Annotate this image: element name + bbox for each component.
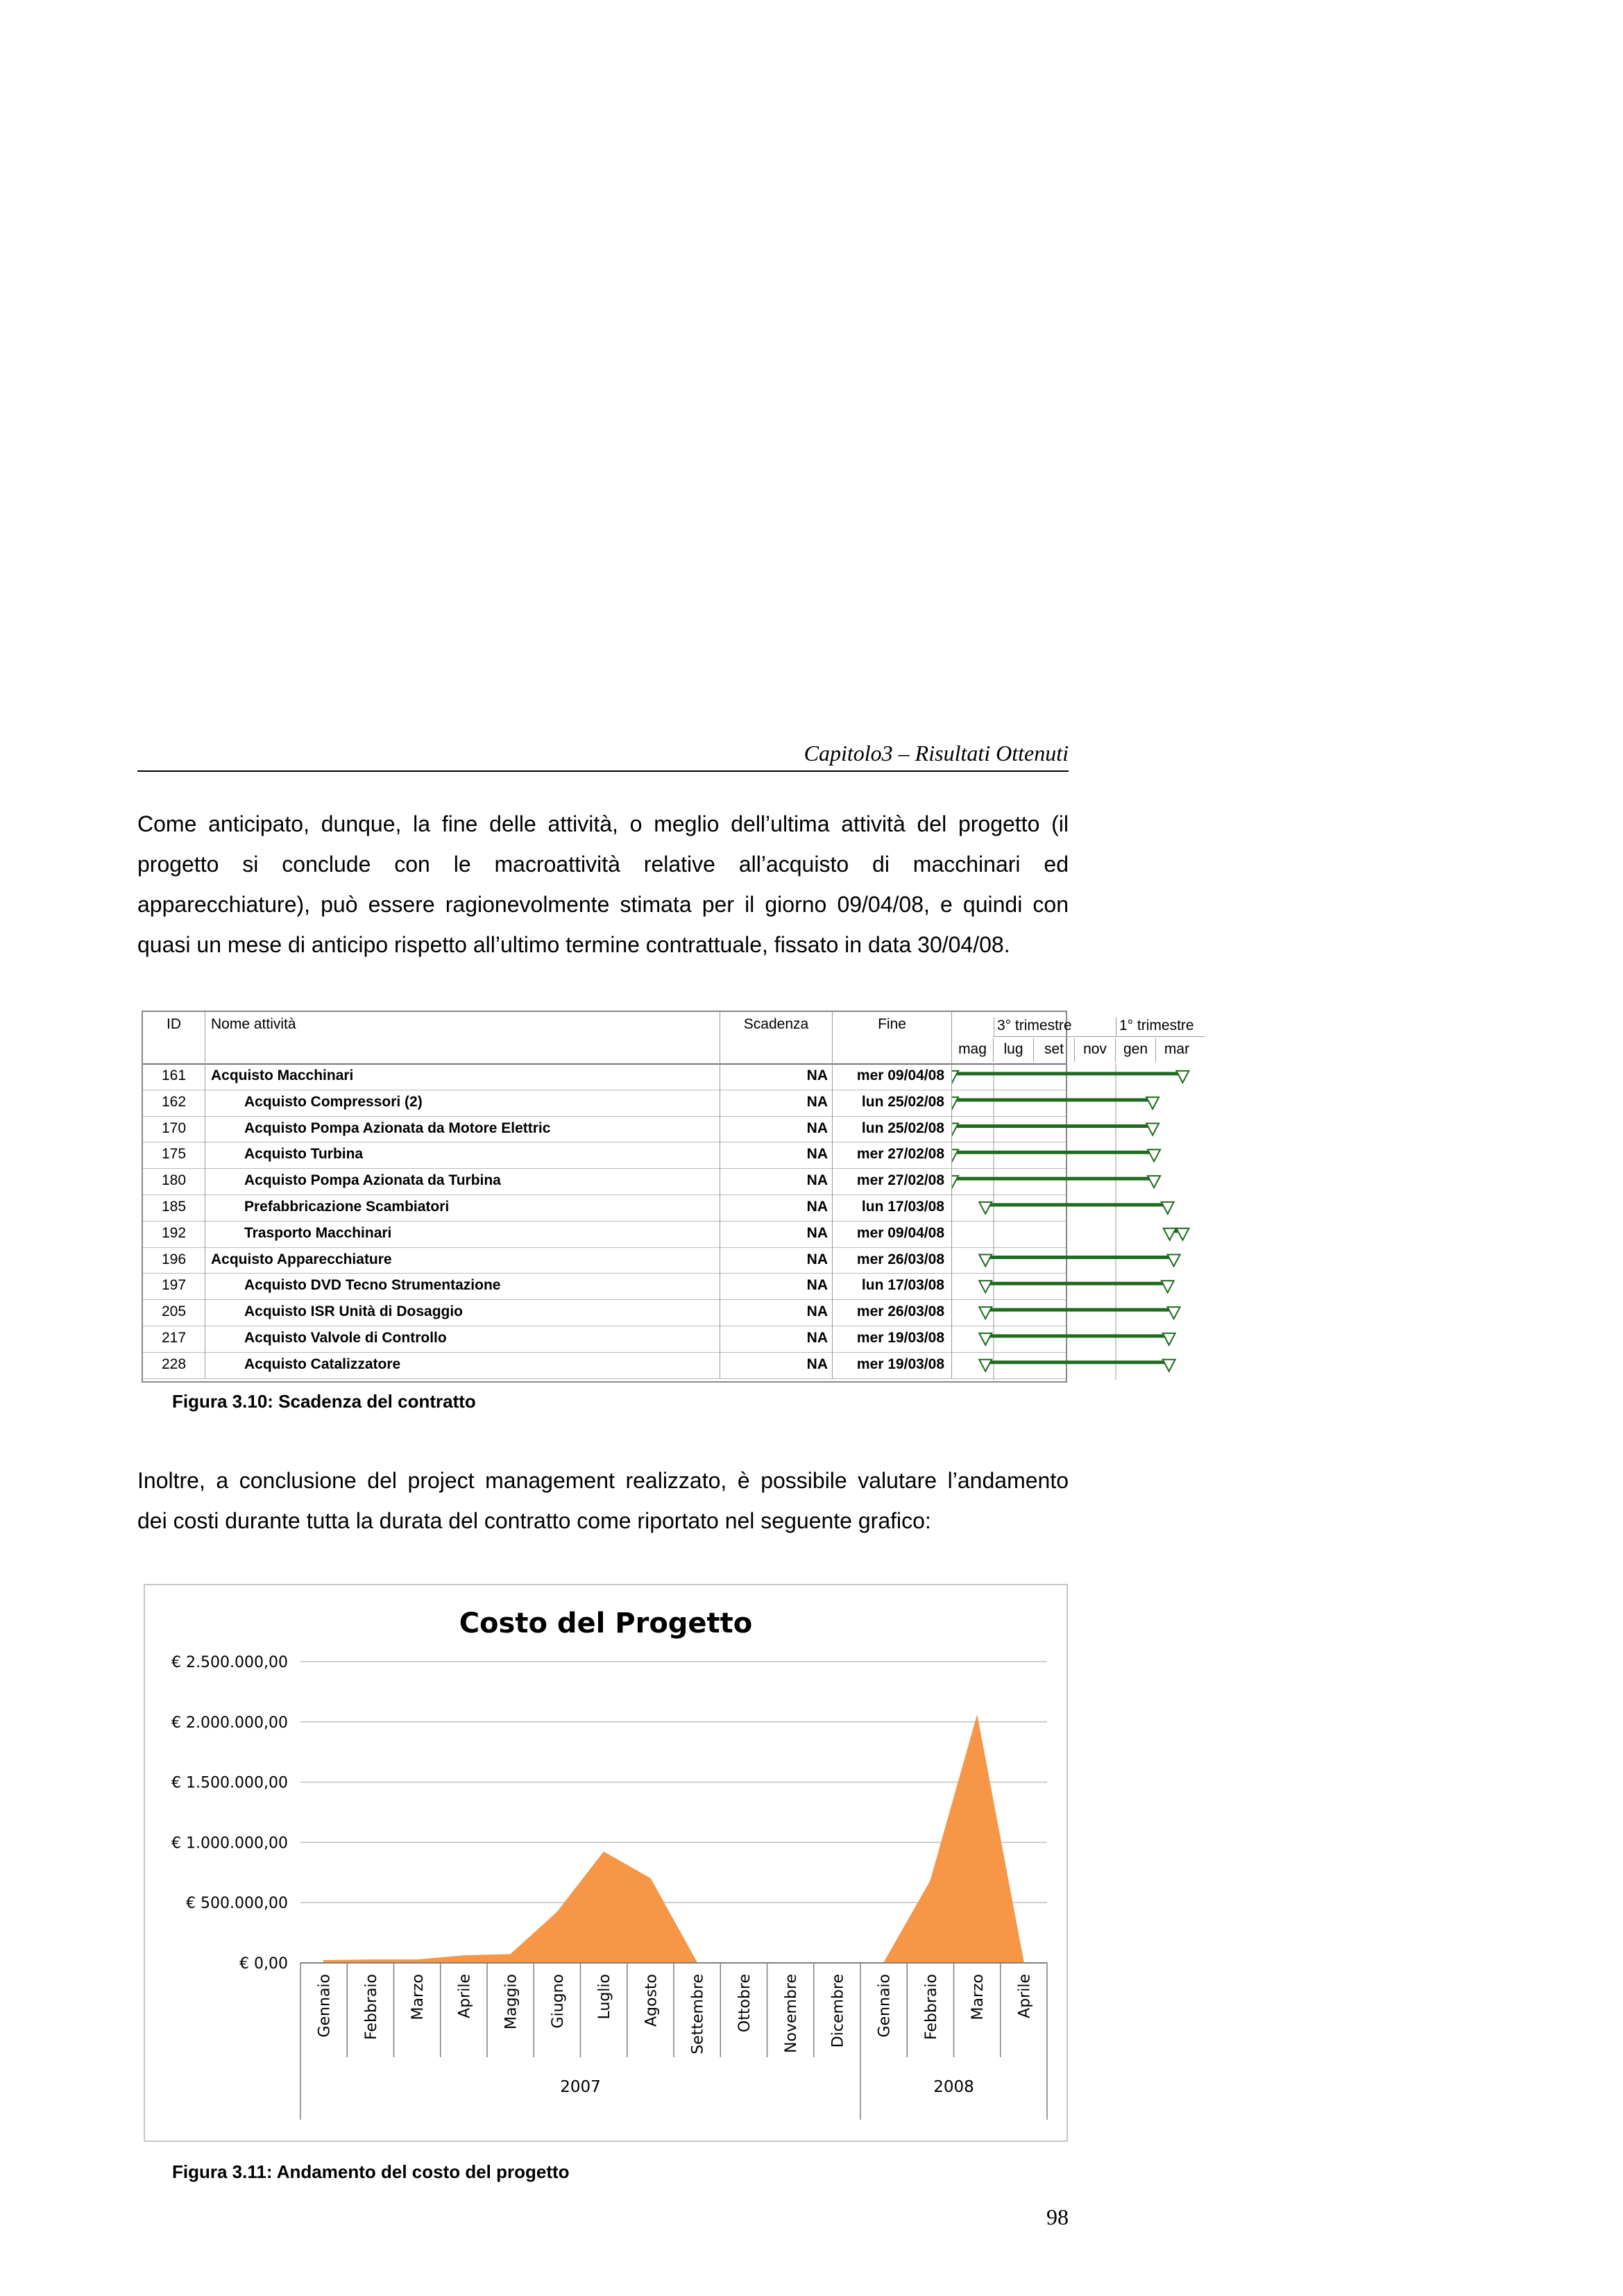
milestone-marker	[952, 1176, 958, 1188]
task-deadline: NA	[720, 1326, 833, 1352]
task-id: 180	[143, 1168, 205, 1195]
task-name: Acquisto Compressori (2)	[205, 1090, 720, 1116]
task-end: mer 19/03/08	[833, 1326, 952, 1352]
paragraph-line: progetto si conclude con le macroattività relative all’acquisto di macchinari ed	[137, 852, 1069, 877]
task-deadline: NA	[720, 1273, 833, 1299]
month-label: gen	[1116, 1038, 1156, 1062]
y-tick-label: € 0,00	[239, 1955, 288, 1973]
task-name: Acquisto ISR Unità di Dosaggio	[205, 1299, 720, 1326]
x-tick-label: Novembre	[783, 1974, 801, 2053]
x-tick-label: Giugno	[549, 1974, 567, 2029]
task-name: Acquisto Macchinari	[205, 1063, 720, 1090]
col-header-deadline: Scadenza	[720, 1012, 833, 1063]
month-label: set	[1034, 1038, 1075, 1062]
y-tick-label: € 1.500.000,00	[171, 1774, 288, 1792]
milestone-marker	[979, 1307, 992, 1319]
task-deadline: NA	[720, 1116, 833, 1142]
milestone-marker	[1162, 1281, 1174, 1292]
task-deadline: NA	[720, 1221, 833, 1247]
task-end: mer 26/03/08	[833, 1247, 952, 1274]
task-name: Acquisto Catalizzatore	[205, 1352, 720, 1378]
task-name: Trasporto Macchinari	[205, 1221, 720, 1247]
task-id: 170	[143, 1116, 205, 1142]
y-tick-label: € 2.000.000,00	[171, 1714, 288, 1732]
data-point	[650, 1878, 651, 1879]
month-label: lug	[994, 1038, 1034, 1062]
paragraph-line: Come anticipato, dunque, la fine delle attività, o meglio dell’ultima attività del progetto (il	[137, 811, 1069, 836]
quarter-label: 3° trimestre	[994, 1018, 1116, 1037]
data-point	[323, 1960, 324, 1961]
paragraph-2	[137, 1460, 1069, 1541]
quarter-label: 1° trimestre	[1116, 1018, 1205, 1037]
milestone-marker	[979, 1281, 992, 1292]
x-tick-label: Luglio	[596, 1974, 614, 2020]
task-id: 175	[143, 1142, 205, 1168]
gantt-row	[143, 1221, 1066, 1248]
task-end: mer 27/02/08	[833, 1168, 952, 1195]
task-end: lun 25/02/08	[833, 1090, 952, 1116]
gantt-row	[143, 1352, 1066, 1379]
col-header-id: ID	[143, 1012, 205, 1063]
milestone-marker	[952, 1097, 958, 1109]
x-tick-label: Dicembre	[829, 1974, 847, 2048]
task-name: Acquisto Valvole di Controllo	[205, 1326, 720, 1352]
milestone-marker	[1148, 1176, 1160, 1188]
x-tick-label: Gennaio	[316, 1974, 334, 2038]
gantt-row	[143, 1168, 1066, 1195]
task-name: Acquisto Turbina	[205, 1142, 720, 1168]
milestone-marker	[1176, 1071, 1189, 1083]
task-id: 161	[143, 1063, 205, 1090]
milestone-marker	[1162, 1202, 1174, 1214]
paragraph-line: quasi un mese di anticipo rispetto all’ultimo termine contrattuale, fissato in data 30/04/08.	[137, 932, 1010, 957]
cost-chart	[144, 1584, 1068, 2142]
x-tick-label: Gennaio	[876, 1974, 894, 2038]
task-end: mer 09/04/08	[833, 1063, 952, 1090]
x-tick-label: Aprile	[1016, 1974, 1034, 2018]
x-tick-label: Marzo	[969, 1974, 987, 2020]
task-name: Prefabbricazione Scambiatori	[205, 1195, 720, 1221]
gantt-row	[143, 1142, 1066, 1169]
task-id: 162	[143, 1090, 205, 1116]
task-id: 228	[143, 1352, 205, 1378]
x-tick-label: Febbraio	[362, 1974, 380, 2041]
milestone-marker	[1148, 1149, 1160, 1161]
task-id: 196	[143, 1247, 205, 1274]
task-deadline: NA	[720, 1090, 833, 1116]
milestone-marker	[952, 1071, 958, 1083]
milestone-marker	[1176, 1229, 1189, 1240]
timescale	[952, 1012, 1205, 1063]
milestone-marker	[1164, 1229, 1176, 1240]
task-deadline: NA	[720, 1195, 833, 1221]
task-end: lun 17/03/08	[833, 1195, 952, 1221]
x-tick-label: Marzo	[409, 1974, 427, 2020]
milestone-marker	[979, 1333, 992, 1345]
milestone-marker	[952, 1149, 958, 1161]
milestone-marker	[1168, 1307, 1180, 1319]
x-tick-label: Ottobre	[736, 1974, 754, 2033]
y-tick-label: € 500.000,00	[186, 1895, 288, 1913]
x-tick-label: Febbraio	[922, 1974, 940, 2041]
milestone-marker	[1146, 1097, 1159, 1109]
gantt-row	[143, 1116, 1066, 1143]
cost-chart-svg	[145, 1585, 1067, 2141]
task-end: mer 19/03/08	[833, 1352, 952, 1378]
month-label: nov	[1075, 1038, 1116, 1062]
milestone-marker	[1163, 1333, 1175, 1345]
x-tick-label: Agosto	[643, 1974, 661, 2027]
milestone-marker	[1163, 1360, 1175, 1371]
task-end: lun 25/02/08	[833, 1116, 952, 1142]
chart-title: Costo del Progetto	[459, 1607, 753, 1639]
gantt-row	[143, 1247, 1066, 1274]
task-id: 185	[143, 1195, 205, 1221]
gantt-row	[143, 1326, 1066, 1353]
data-point	[417, 1959, 418, 1960]
task-end: mer 26/03/08	[833, 1299, 952, 1326]
page-number: 98	[1046, 2204, 1069, 2229]
x-tick-label: Maggio	[502, 1974, 520, 2029]
gantt-table	[142, 1011, 1194, 1383]
y-tick-label: € 1.000.000,00	[171, 1834, 288, 1852]
year-label: 2008	[933, 2078, 974, 2096]
gantt-row	[143, 1195, 1066, 1222]
task-deadline: NA	[720, 1063, 833, 1090]
task-name: Acquisto Pompa Azionata da Motore Elettric	[205, 1116, 720, 1142]
paragraph-1	[137, 804, 1069, 965]
month-label: mar	[1164, 1041, 1190, 1057]
gantt-row	[143, 1273, 1066, 1300]
task-deadline: NA	[720, 1299, 833, 1326]
task-name: Acquisto Apparecchiature	[205, 1247, 720, 1274]
data-point	[556, 1912, 557, 1913]
task-id: 217	[143, 1326, 205, 1352]
milestone-marker	[1168, 1255, 1180, 1267]
running-header	[137, 740, 1069, 772]
figure-caption-2: Figura 3.11: Andamento del costo del progetto	[172, 2161, 570, 2182]
task-end: mer 27/02/08	[833, 1142, 952, 1168]
milestone-marker	[979, 1202, 992, 1214]
task-deadline: NA	[720, 1168, 833, 1195]
gantt-row	[143, 1090, 1066, 1117]
data-point	[930, 1880, 931, 1881]
task-deadline: NA	[720, 1142, 833, 1168]
y-tick-label: € 2.500.000,00	[171, 1654, 288, 1671]
col-header-name: Nome attività	[205, 1012, 720, 1063]
col-header-end: Fine	[833, 1012, 952, 1063]
cost-area	[324, 1716, 1024, 1963]
running-title: Capitolo3 – Risultati Ottenuti	[804, 741, 1069, 766]
milestone-marker	[1146, 1124, 1159, 1136]
task-id: 205	[143, 1299, 205, 1326]
task-deadline: NA	[720, 1247, 833, 1274]
gantt-row	[143, 1299, 1066, 1326]
gantt-bars	[952, 1063, 1205, 1380]
x-tick-label: Aprile	[456, 1974, 474, 2018]
task-name: Acquisto DVD Tecno Strumentazione	[205, 1273, 720, 1299]
month-label: mag	[952, 1038, 994, 1062]
task-id: 197	[143, 1273, 205, 1299]
gantt-row	[143, 1063, 1066, 1090]
milestone-marker	[979, 1255, 992, 1267]
figure-caption-1: Figura 3.10: Scadenza del contratto	[172, 1391, 476, 1412]
task-deadline: NA	[720, 1352, 833, 1378]
data-point	[370, 1959, 371, 1960]
paragraph-line: Inoltre, a conclusione del project management realizzato, è possibile valutare l’andamento	[137, 1468, 1069, 1493]
milestone-marker	[979, 1360, 992, 1371]
year-label: 2007	[560, 2078, 601, 2096]
gantt-header	[143, 1012, 1194, 1065]
paragraph-line: dei costi durante tutta la durata del contratto come riportato nel seguente grafico:	[137, 1508, 931, 1533]
task-name: Acquisto Pompa Azionata da Turbina	[205, 1168, 720, 1195]
data-point	[510, 1954, 511, 1955]
task-end: mer 09/04/08	[833, 1221, 952, 1247]
task-id: 192	[143, 1221, 205, 1247]
paragraph-line: apparecchiature), può essere ragionevolmente stimata per il giorno 09/04/08, e quindi con	[137, 892, 1069, 917]
task-end: lun 17/03/08	[833, 1273, 952, 1299]
x-tick-label: Settembre	[689, 1974, 707, 2054]
milestone-marker	[952, 1124, 958, 1136]
